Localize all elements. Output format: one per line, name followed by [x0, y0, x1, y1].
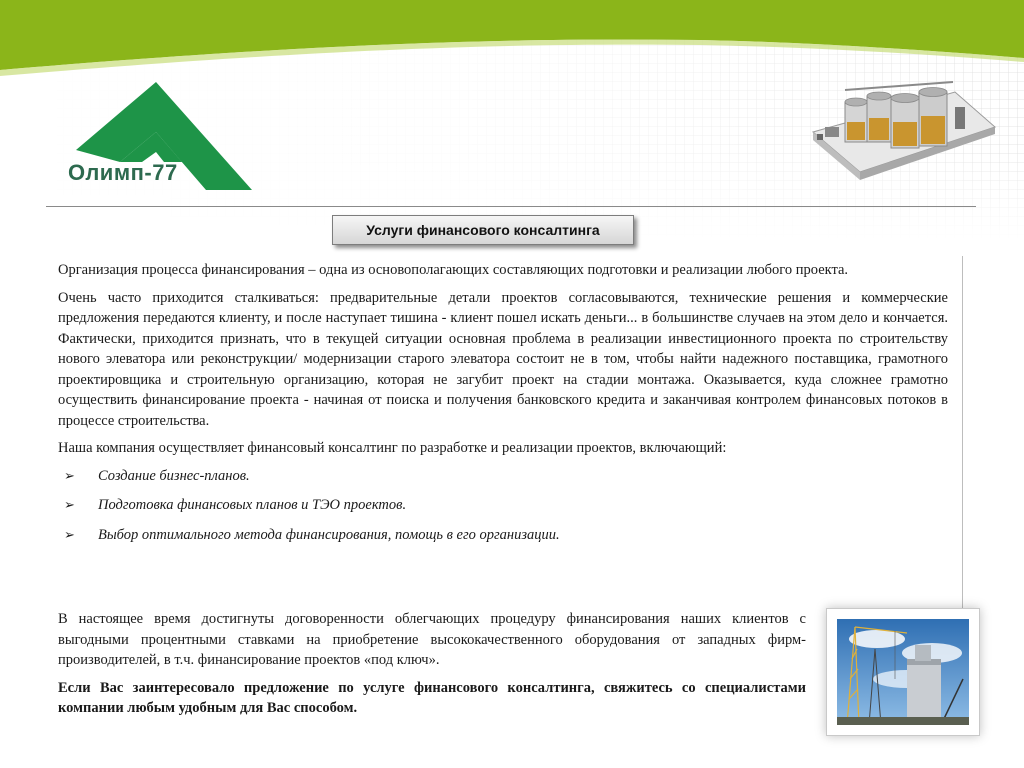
main-content	[58, 260, 948, 554]
list-item-text: Выбор оптимального метода финансирования, помощь в его организации.	[98, 526, 560, 543]
section-title: Услуги финансового консалтинга	[332, 215, 634, 245]
arrow-bullet-icon: ➢	[64, 467, 75, 483]
grain-silos-illustration-icon	[805, 72, 1000, 184]
services-intro-paragraph: Наша компания осуществляет финансовый консалтинг по разработке и реализации проектов, включающий:	[58, 440, 727, 456]
content-right-divider	[962, 256, 963, 611]
list-item	[58, 466, 948, 487]
header-divider	[46, 206, 976, 207]
contact-paragraph: Если Вас заинтересовало предложение по услуге финансового консалтинга, свяжитесь со специалистами компании любым удобным для Вас способом.	[58, 679, 806, 716]
list-item-text: Создание бизнес-планов.	[98, 467, 250, 484]
arrow-bullet-icon: ➢	[64, 526, 75, 542]
construction-photo-frame	[826, 608, 980, 736]
lower-content	[58, 609, 806, 726]
arrow-bullet-icon: ➢	[64, 497, 75, 512]
list-item	[58, 495, 948, 516]
logo-text: Олимп-77	[68, 160, 178, 185]
problem-paragraph: Очень часто приходится сталкиваться: предварительные детали проектов согласовываются, технические решения и коммерческие предложения передаются клиенту, и после наступает тишина - клиент пошел искать деньги... в большинстве случаев на этом дело и кончается. Фактически, приходится признать, что в текущей ситуации основная проблема в реализации инвестиционного проекта по строительству нового элеватора или реконструкции/ модернизации старого элеватора состоит не в том, чтобы найти надежного поставщика, грамотного проектировщика и строительную организацию, которая не загубит проект на стадии монтажа. Оказывается, куда сложнее грамотно осуществить финансирование проекта - начиная от поиска и получения банковского кредита и заканчивая контролем финансовых потоков в процессе строительства.	[58, 289, 948, 429]
list-item	[58, 525, 948, 546]
elevator-construction-photo-icon	[837, 619, 969, 725]
services-list	[58, 466, 948, 546]
financing-paragraph: В настоящее время достигнуты договоренности облегчающих процедуру финансирования наших клиентов с выгодными процентными ставками на приобретение высококачественного оборудования от западных фирм-производителей, в т.ч. финансирование проектов «под ключ».	[58, 611, 806, 668]
list-item-text: Подготовка финансовых планов и ТЭО проектов.	[98, 497, 407, 513]
intro-paragraph: Организация процесса финансирования – одна из основополагающих составляющих подготовки и реализации любого проекта.	[58, 262, 849, 278]
